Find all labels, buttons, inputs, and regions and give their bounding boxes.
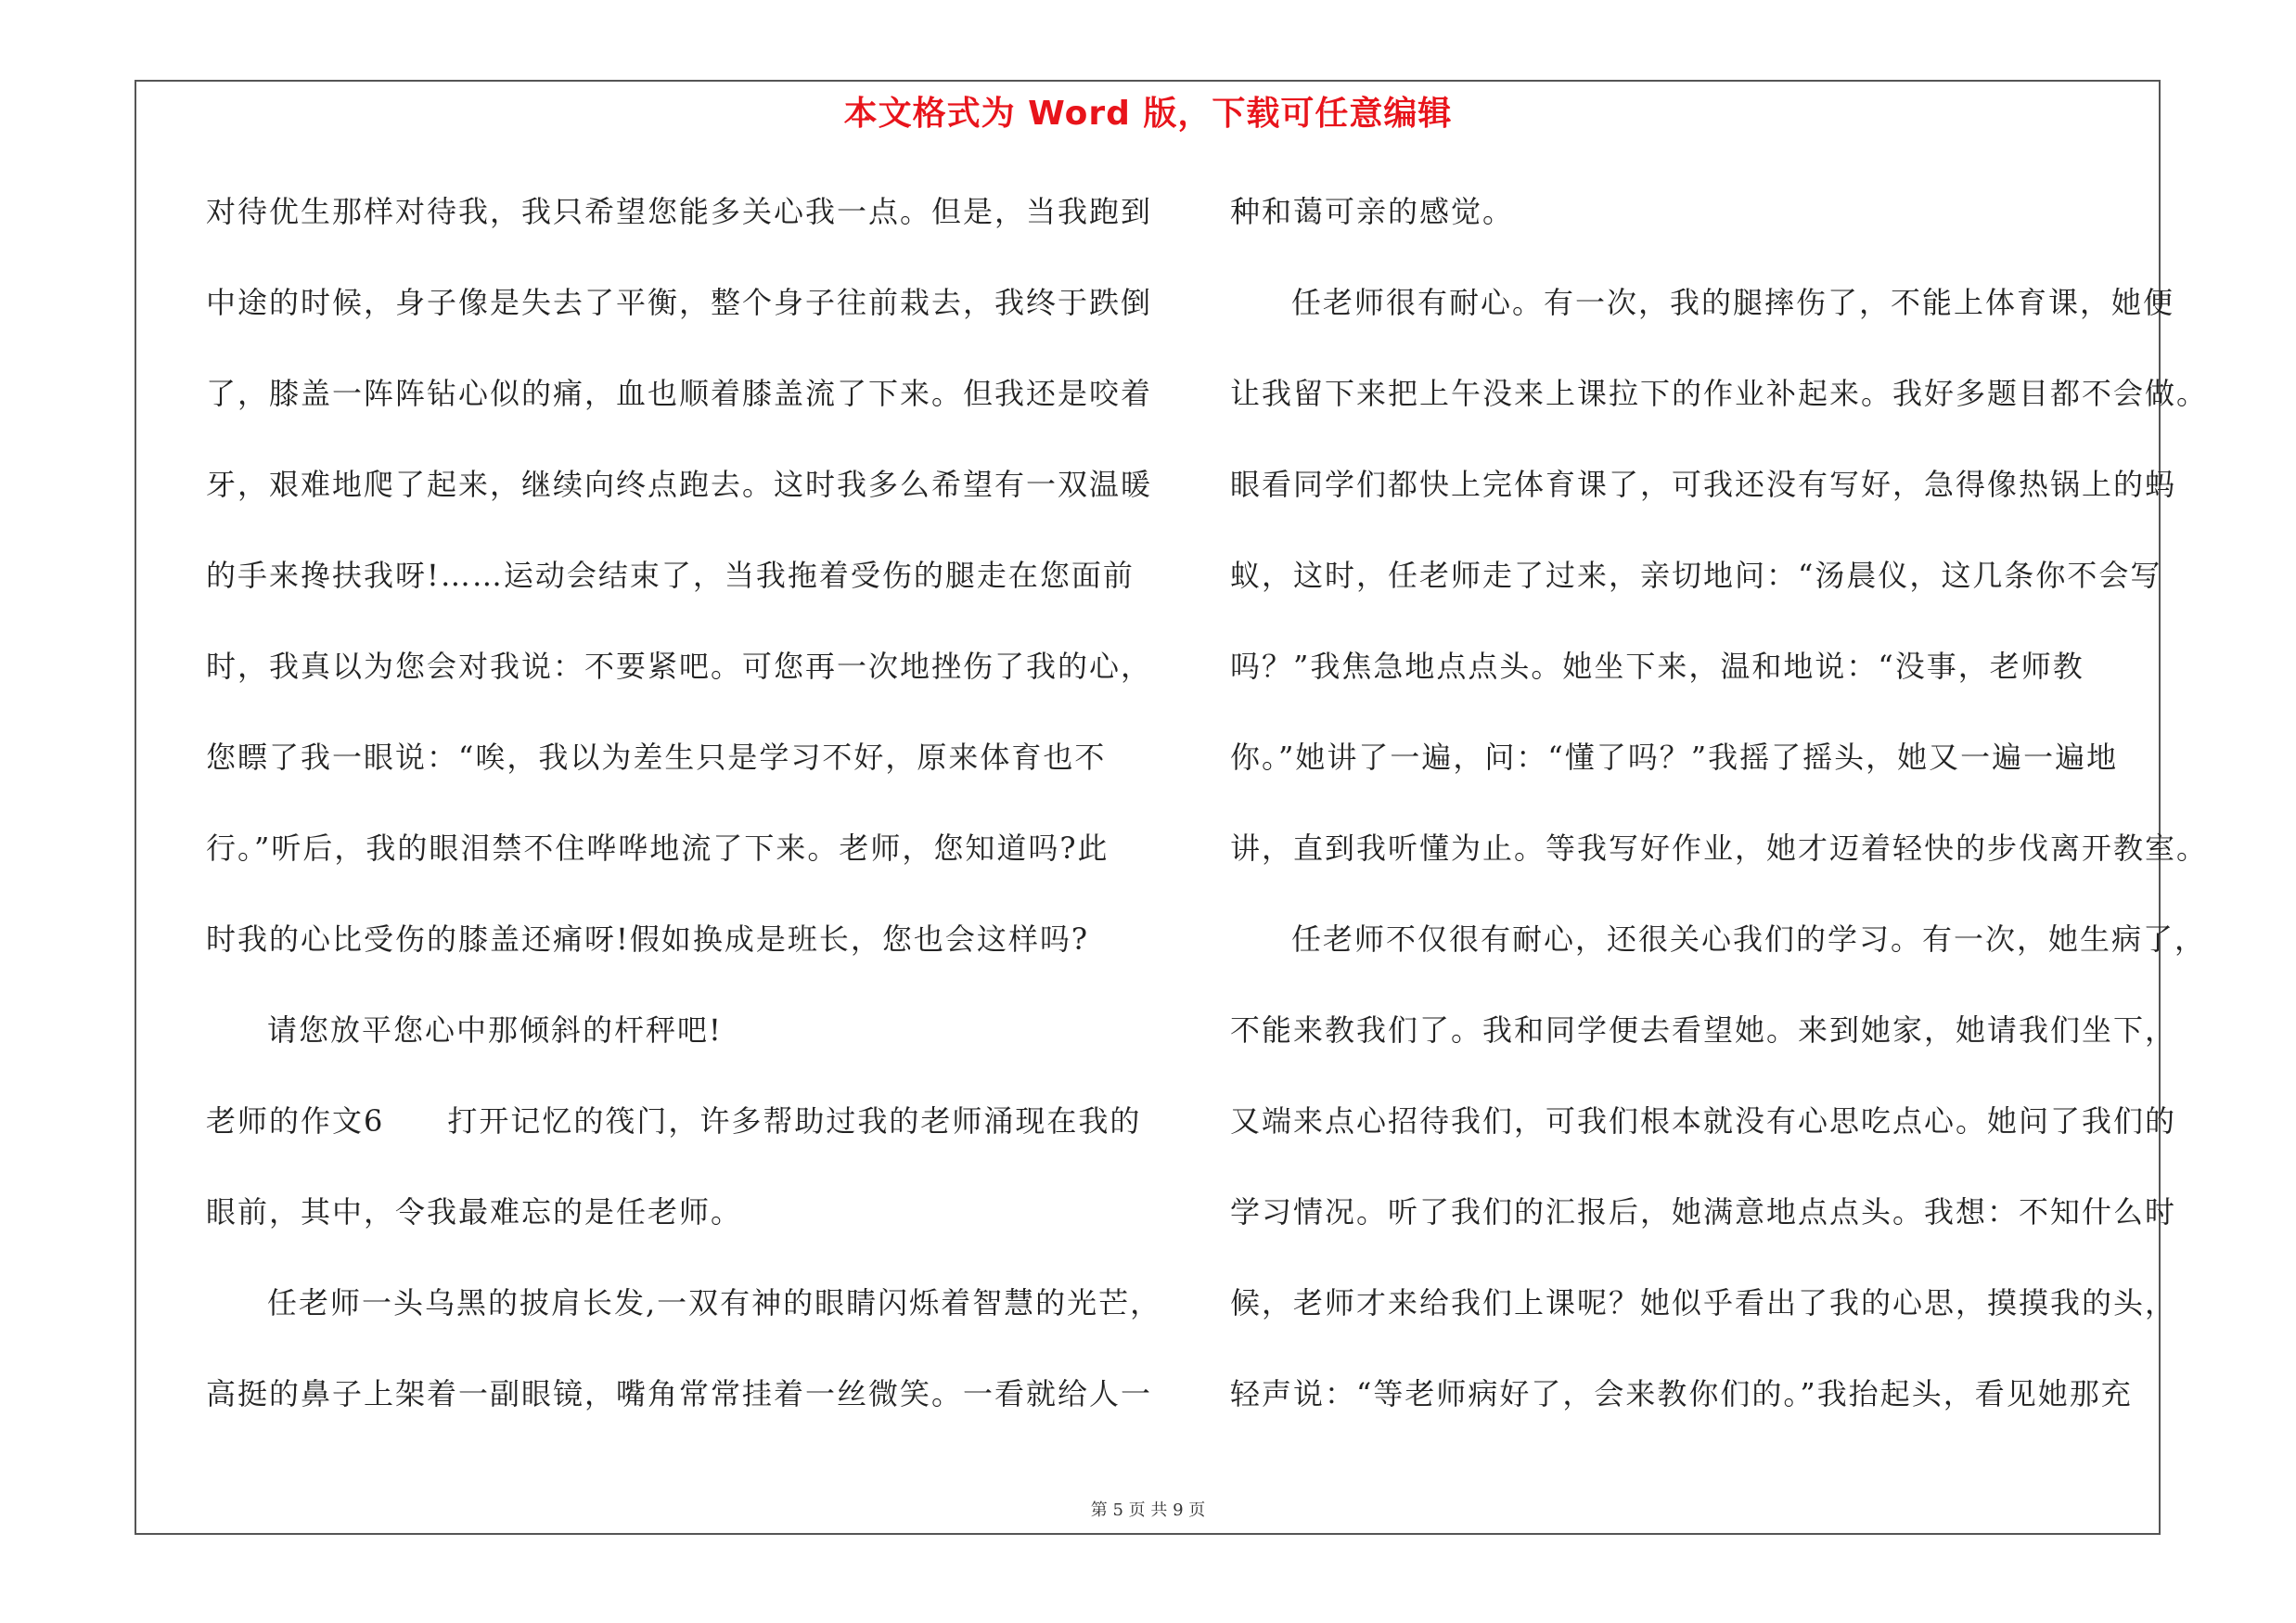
text-line: 任老师不仅很有耐心，还很关心我们的学习。有一次，她生病了， (1291, 921, 2207, 957)
text-line: 您瞟了我一眼说：“唉，我以为差生只是学习不好，原来体育也不 (206, 740, 1107, 775)
text-line: 蚁，这时，任老师走了过来，亲切地问：“汤晨仪，这几条你不会写 (1230, 558, 2162, 593)
text-line: 时我的心比受伤的膝盖还痛呀!假如换成是班长，您也会这样吗? (206, 921, 1090, 957)
text-line: 中途的时候，身子像是失去了平衡，整个身子往前栽去，我终于跌倒 (206, 285, 1153, 320)
text-line: 对待优生那样对待我，我只希望您能多关心我一点。但是，当我跑到 (206, 194, 1153, 229)
text-line: 让我留下来把上午没来上课拉下的作业补起来。我好多题目都不会做。 (1230, 376, 2209, 411)
right-column (1230, 184, 2209, 1457)
text-line: 任老师一头乌黑的披肩长发,一双有神的眼睛闪烁着智慧的光芒， (267, 1285, 1162, 1320)
text-line: 眼前，其中，令我最难忘的是任老师。 (206, 1194, 743, 1230)
text-line: 牙，艰难地爬了起来，继续向终点跑去。这时我多么希望有一双温暖 (206, 467, 1153, 502)
header-banner: 本文格式为 Word 版，下载可任意编辑 (843, 95, 1453, 133)
text-line: 任老师很有耐心。有一次，我的腿摔伤了，不能上体育课，她便 (1291, 285, 2175, 320)
text-line: 又端来点心招待我们，可我们根本就没有心思吃点心。她问了我们的 (1230, 1103, 2177, 1139)
text-line: 高挺的鼻子上架着一副眼镜，嘴角常常挂着一丝微笑。一看就给人一 (206, 1376, 1153, 1411)
text-line: 的手来搀扶我呀!……运动会结束了，当我拖着受伤的腿走在您面前 (206, 558, 1135, 593)
text-line: 行。”听后，我的眼泪禁不住哗哗地流了下来。老师，您知道吗?此 (206, 831, 1110, 866)
page-number: 第 5 页 共 9 页 (1090, 1501, 1206, 1520)
text-line: 了，膝盖一阵阵钻心似的痛，血也顺着膝盖流了下来。但我还是咬着 (206, 376, 1153, 411)
left-column (206, 184, 1162, 1457)
text-line: 学习情况。听了我们的汇报后，她满意地点点头。我想：不知什么时 (1230, 1194, 2177, 1230)
text-line: 不能来教我们了。我和同学便去看望她。来到她家，她请我们坐下， (1230, 1012, 2177, 1048)
text-line: 眼看同学们都快上完体育课了，可我还没有写好，急得像热锅上的蚂 (1230, 467, 2177, 502)
text-line: 时，我真以为您会对我说：不要紧吧。可您再一次地挫伤了我的心， (206, 649, 1153, 684)
text-line: 你。”她讲了一遍，问：“懂了吗？”我摇了摇头，她又一遍一遍地 (1230, 740, 2119, 775)
text-line: 老师的作文6 打开记忆的筏门，许多帮助过我的老师涌现在我的 (206, 1103, 1142, 1139)
text-line: 候，老师才来给我们上课呢？她似乎看出了我的心思，摸摸我的头， (1230, 1285, 2177, 1320)
text-line: 吗？”我焦急地点点头。她坐下来，温和地说：“没事，老师教 (1230, 649, 2084, 684)
text-line: 讲，直到我听懂为止。等我写好作业，她才迈着轻快的步伐离开教室。 (1230, 831, 2209, 866)
text-line: 种和蔼可亲的感觉。 (1230, 194, 1515, 229)
text-line: 请您放平您心中那倾斜的杆秤吧! (267, 1012, 723, 1048)
text-line: 轻声说：“等老师病好了，会来教你们的。”我抬起头，看见她那充 (1230, 1376, 2133, 1411)
